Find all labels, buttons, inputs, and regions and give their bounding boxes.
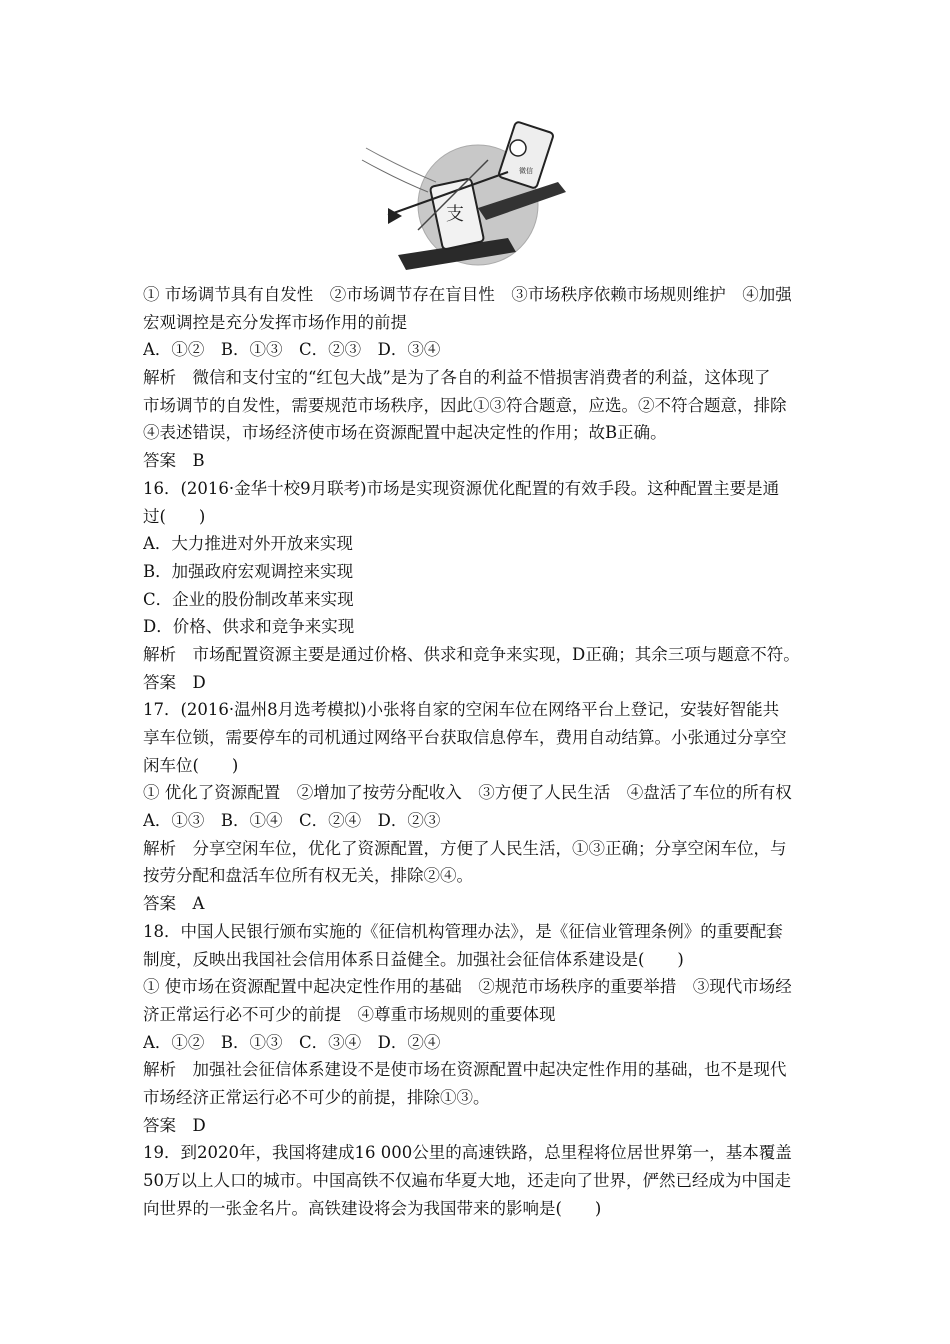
question-19: 19．到2020年，我国将建成16 000公里的高速铁路，总里程将位居世界第一，基本覆盖 [143,1143,792,1163]
text-line: ① 优化了资源配置 ②增加了按劳分配收入 ③方便了人民生活 ④盘活了车位的所有权 [143,783,792,803]
question-17: 17．(2016·温州8月选考模拟)小张将自家的空闲车位在网络平台上登记，安装好智能共 [143,700,780,720]
analysis-line: 解析 微信和支付宝的“红包大战”是为了各自的利益不惜损害消费者的利益，这体现了 [143,368,771,388]
option-a: A．大力推进对外开放来实现 [143,534,353,554]
answer-line: 答案 D [143,672,206,692]
document-body [143,281,813,1222]
phone-left-text: 支 [446,204,464,225]
red-envelope-battle-cartoon [358,120,570,272]
text-line: 宏观调控是充分发挥市场作用的前提 [143,312,407,332]
analysis-line: 市场调节的自发性，需要规范市场秩序，因此①③符合题意，应选。②不符合题意，排除 [143,395,787,415]
question-19-cont: 50万以上人口的城市。中国高铁不仅遍布华夏大地，还走向了世界，俨然已经成为中国走 [143,1171,791,1190]
analysis-line: 解析 市场配置资源主要是通过价格、供求和竞争来实现，D正确；其余三项与题意不符。 [143,644,800,664]
question-19-cont: 向世界的一张金名片。高铁建设将会为我国带来的影响是( ) [143,1198,602,1218]
question-18-cont: 制度，反映出我国社会信用体系日益健全。加强社会征信体系建设是( ) [143,949,684,969]
question-16-cont: 过( ) [143,506,206,526]
text-line: ① 使市场在资源配置中起决定性作用的基础 ②规范市场秩序的重要举措 ③现代市场经 [143,977,792,997]
answer-line: 答案 B [143,451,205,471]
analysis-line: 解析 分享空闲车位，优化了资源配置，方便了人民生活，①③正确；分享空闲车位，与 [143,838,787,858]
option-c: C．企业的股份制改革来实现 [143,589,354,609]
question-17-cont: 享车位锁，需要停车的司机通过网络平台获取信息停车，费用自动结算。小张通过分享空 [143,728,787,747]
answer-options: A．①② B．①③ C．③④ D．②④ [143,1032,441,1052]
text-line: ① 市场调节具有自发性 ②市场调节存在盲目性 ③市场秩序依赖市场规则维护 ④加强 [143,285,792,304]
option-d: D．价格、供求和竞争来实现 [143,617,355,637]
text-line: 济正常运行必不可少的前提 ④尊重市场规则的重要体现 [143,1004,556,1024]
answer-options: A．①③ B．①④ C．②④ D．②③ [143,811,441,831]
analysis-line: ④表述错误，市场经济使市场在资源配置中起决定性的作用；故B正确。 [143,423,667,443]
question-17-cont: 闲车位( ) [143,755,239,775]
answer-options: A．①② B．①③ C．②③ D．③④ [143,340,441,360]
question-18: 18．中国人民银行颁布实施的《征信机构管理办法》，是《征信业管理条例》的重要配套 [143,921,783,941]
analysis-line: 市场经济正常运行必不可少的前提，排除①③。 [143,1087,490,1107]
option-b: B．加强政府宏观调控来实现 [143,561,354,581]
analysis-line: 按劳分配和盘活车位所有权无关，排除②④。 [143,866,473,886]
question-16: 16．(2016·金华十校9月联考)市场是实现资源优化配置的有效手段。这种配置主要是通 [143,478,780,498]
analysis-line: 解析 加强社会征信体系建设不是使市场在资源配置中起决定性作用的基础，也不是现代 [143,1060,787,1080]
answer-line: 答案 A [143,894,205,914]
answer-line: 答案 D [143,1115,206,1135]
phone-badge-text: 微信 [519,167,533,175]
